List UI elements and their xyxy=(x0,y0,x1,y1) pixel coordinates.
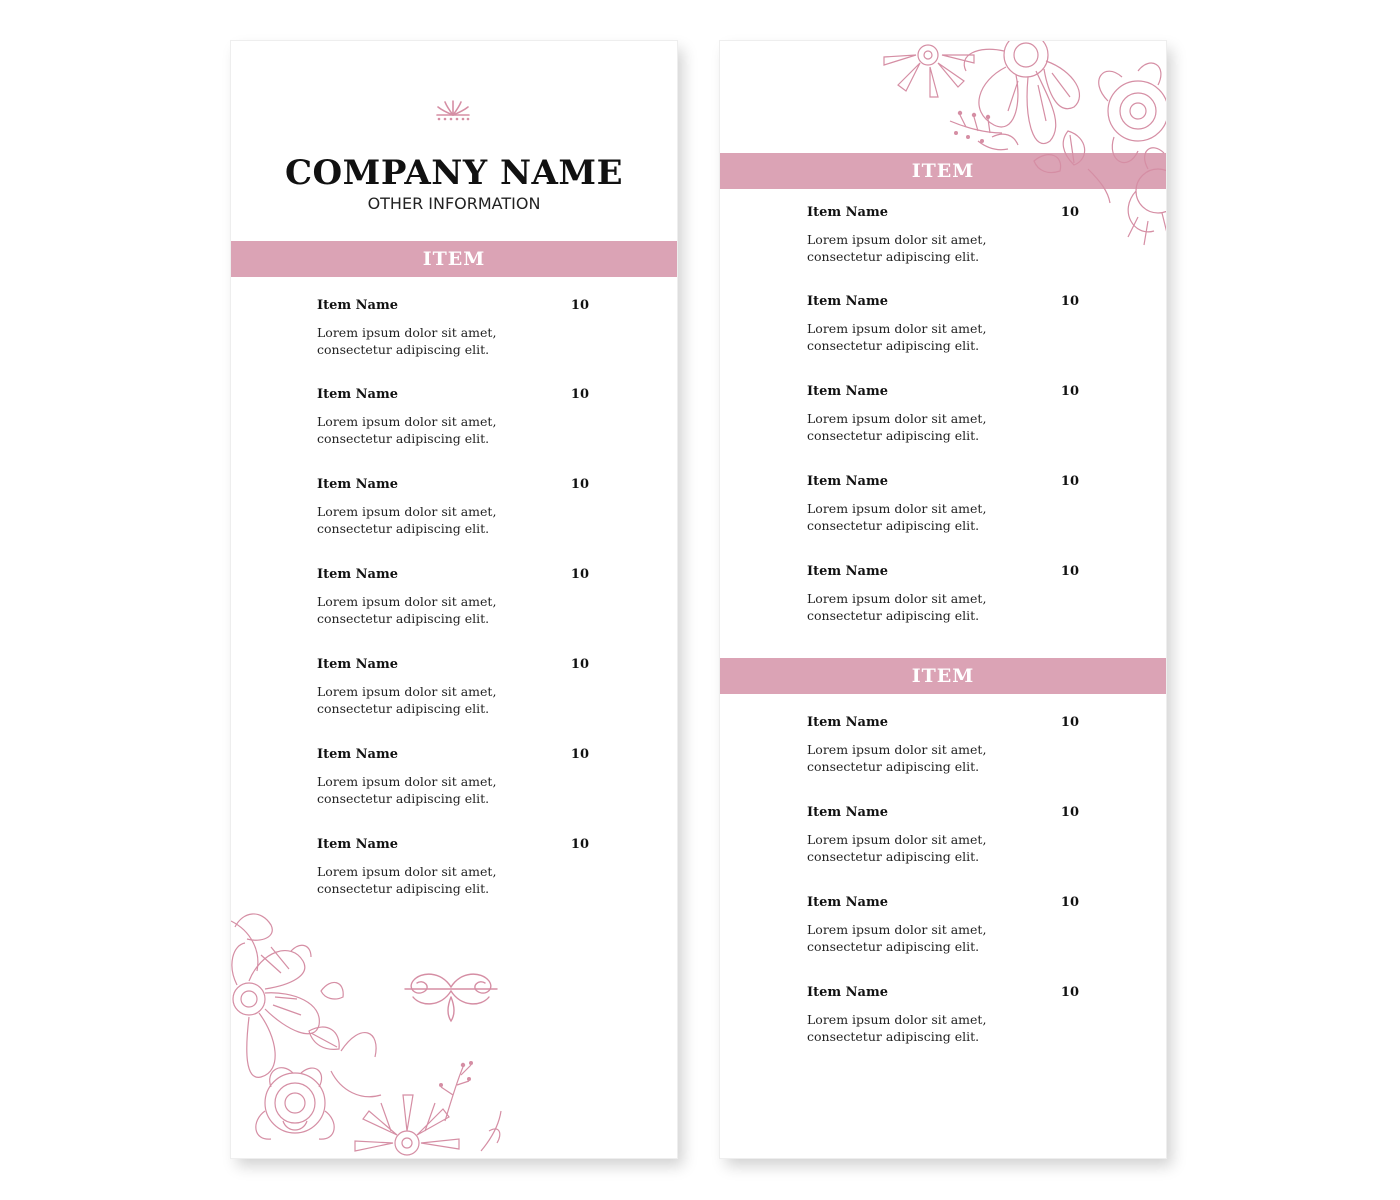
item-description xyxy=(317,413,537,447)
item-description xyxy=(807,500,1027,534)
item-description-line: Lorem ipsum dolor sit amet, xyxy=(317,774,497,789)
item-name: Item Name xyxy=(807,805,888,820)
item-description-line: consectetur adipiscing elit. xyxy=(317,881,490,896)
item-name: Item Name xyxy=(807,564,888,579)
item-description-line: consectetur adipiscing elit. xyxy=(807,939,980,954)
item-description xyxy=(807,231,1027,265)
item-description-line: consectetur adipiscing elit. xyxy=(317,521,490,536)
item-price: 10 xyxy=(1060,564,1079,579)
item-description-line: consectetur adipiscing elit. xyxy=(807,428,980,443)
company-name: COMPANY NAME xyxy=(285,153,623,193)
item-name: Item Name xyxy=(317,387,398,402)
item-description-line: Lorem ipsum dolor sit amet, xyxy=(807,591,987,606)
item-description-line: Lorem ipsum dolor sit amet, xyxy=(807,922,987,937)
item-price: 10 xyxy=(570,837,589,852)
item-price: 10 xyxy=(570,477,589,492)
item-description-line: consectetur adipiscing elit. xyxy=(317,431,490,446)
item-description-line: consectetur adipiscing elit. xyxy=(807,1029,980,1044)
item-name: Item Name xyxy=(807,294,888,309)
item-description xyxy=(807,741,1027,775)
item-description-line: consectetur adipiscing elit. xyxy=(317,791,490,806)
item-price: 10 xyxy=(570,657,589,672)
item-name: Item Name xyxy=(317,747,398,762)
item-description-line: Lorem ipsum dolor sit amet, xyxy=(807,832,987,847)
item-price: 10 xyxy=(1060,205,1079,220)
item-description-line: Lorem ipsum dolor sit amet, xyxy=(807,232,987,247)
item-description xyxy=(317,683,537,717)
section-header: ITEM xyxy=(720,658,1166,694)
lotus-ornament-icon xyxy=(433,97,473,123)
item-description xyxy=(807,320,1027,354)
item-price: 10 xyxy=(1060,474,1079,489)
item-description-line: Lorem ipsum dolor sit amet, xyxy=(807,501,987,516)
item-description-line: consectetur adipiscing elit. xyxy=(807,338,980,353)
item-price: 10 xyxy=(570,747,589,762)
item-description xyxy=(317,324,537,358)
item-name: Item Name xyxy=(317,657,398,672)
item-description-line: Lorem ipsum dolor sit amet, xyxy=(807,321,987,336)
item-description xyxy=(807,410,1027,444)
item-description-line: Lorem ipsum dolor sit amet, xyxy=(317,864,497,879)
item-description-line: consectetur adipiscing elit. xyxy=(807,849,980,864)
item-description-line: consectetur adipiscing elit. xyxy=(807,518,980,533)
item-description-line: Lorem ipsum dolor sit amet, xyxy=(807,411,987,426)
item-name: Item Name xyxy=(807,474,888,489)
item-description-line: consectetur adipiscing elit. xyxy=(807,759,980,774)
item-description-line: Lorem ipsum dolor sit amet, xyxy=(317,684,497,699)
item-name: Item Name xyxy=(317,298,398,313)
item-description-line: consectetur adipiscing elit. xyxy=(317,611,490,626)
menu-card-right xyxy=(720,41,1166,1158)
item-description-line: Lorem ipsum dolor sit amet, xyxy=(317,594,497,609)
item-price: 10 xyxy=(1060,985,1079,1000)
item-description xyxy=(807,831,1027,865)
section-header: ITEM xyxy=(231,241,677,277)
item-description-line: Lorem ipsum dolor sit amet, xyxy=(317,414,497,429)
item-price: 10 xyxy=(1060,294,1079,309)
item-name: Item Name xyxy=(807,205,888,220)
item-description xyxy=(807,921,1027,955)
item-description-line: Lorem ipsum dolor sit amet, xyxy=(807,742,987,757)
item-description-line: Lorem ipsum dolor sit amet, xyxy=(317,504,497,519)
section-header: ITEM xyxy=(720,153,1166,189)
item-price: 10 xyxy=(570,567,589,582)
item-description-line: consectetur adipiscing elit. xyxy=(317,701,490,716)
item-price: 10 xyxy=(1060,895,1079,910)
item-description xyxy=(807,590,1027,624)
item-name: Item Name xyxy=(807,384,888,399)
item-price: 10 xyxy=(1060,805,1079,820)
item-description-line: consectetur adipiscing elit. xyxy=(807,608,980,623)
menu-card-left xyxy=(231,41,677,1158)
item-description xyxy=(317,593,537,627)
item-description-line: Lorem ipsum dolor sit amet, xyxy=(807,1012,987,1027)
other-information: OTHER INFORMATION xyxy=(367,194,541,213)
item-name: Item Name xyxy=(807,985,888,1000)
floral-illustration-icon xyxy=(231,881,531,1158)
item-name: Item Name xyxy=(807,895,888,910)
item-price: 10 xyxy=(1060,715,1079,730)
item-description xyxy=(317,773,537,807)
item-description-line: consectetur adipiscing elit. xyxy=(807,249,980,264)
item-name: Item Name xyxy=(317,567,398,582)
item-description xyxy=(317,503,537,537)
item-name: Item Name xyxy=(317,477,398,492)
item-price: 10 xyxy=(570,387,589,402)
item-description-line: Lorem ipsum dolor sit amet, xyxy=(317,325,497,340)
item-price: 10 xyxy=(1060,384,1079,399)
item-price: 10 xyxy=(570,298,589,313)
item-name: Item Name xyxy=(807,715,888,730)
item-description xyxy=(807,1011,1027,1045)
item-description-line: consectetur adipiscing elit. xyxy=(317,342,490,357)
item-name: Item Name xyxy=(317,837,398,852)
